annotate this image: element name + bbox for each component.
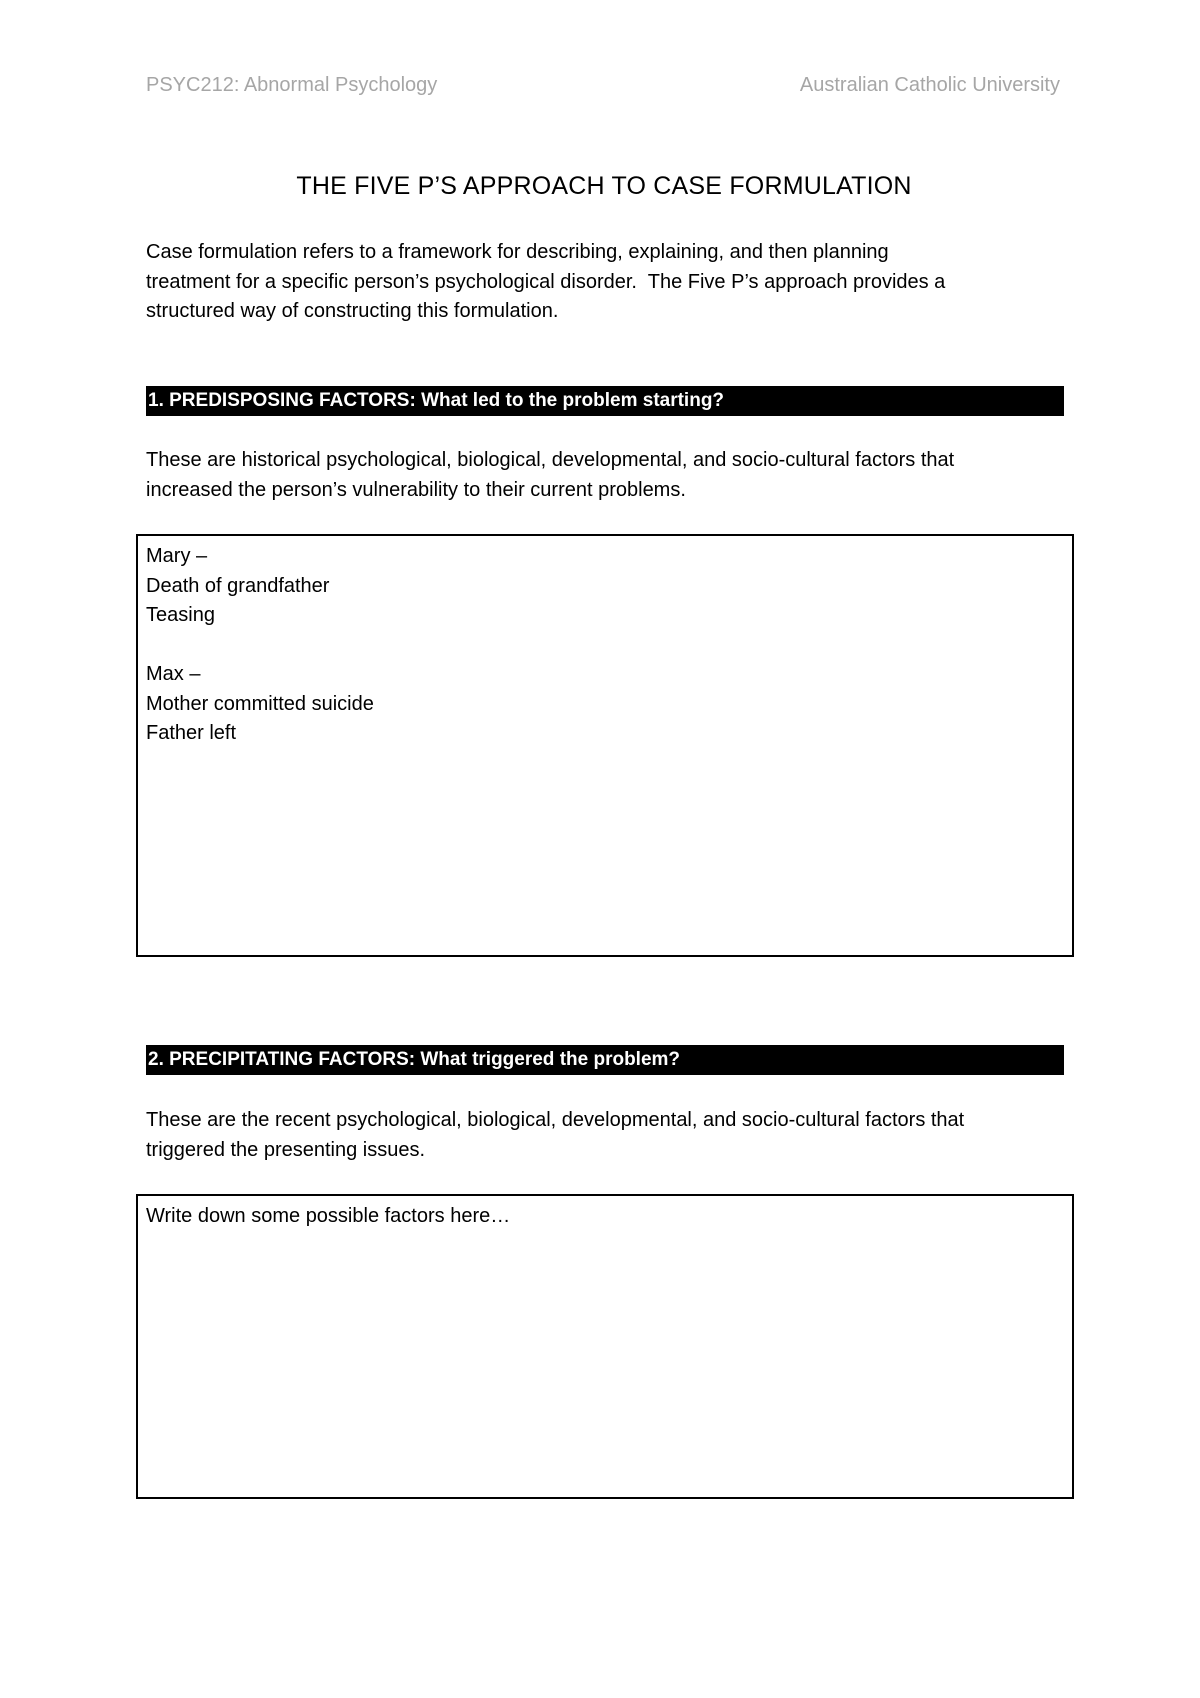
section-description-precipitating: [146, 1106, 1066, 1165]
description-line: increased the person’s vulnerability to their current problems.: [146, 478, 686, 501]
precipitating-answer-box[interactable]: [136, 1194, 1074, 1499]
section-heading-predisposing: 1. PREDISPOSING FACTORS: What led to the problem starting?: [146, 386, 1064, 416]
answer-line: Father left: [146, 722, 237, 744]
answer-line: Teasing: [146, 604, 215, 626]
answer-line: Mary –: [146, 545, 208, 567]
answer-line: Mother committed suicide: [146, 692, 374, 715]
answer-line: Max –: [146, 663, 201, 685]
intro-line: treatment for a specific person’s psychological disorder. The Five P’s approach provides a: [146, 270, 946, 293]
intro-paragraph: [146, 238, 1066, 327]
answer-line: [146, 631, 1064, 661]
answer-line: Death of grandfather: [146, 574, 330, 597]
section-description-predisposing: [146, 446, 1066, 505]
section-heading-precipitating: 2. PRECIPITATING FACTORS: What triggered the problem?: [146, 1045, 1064, 1075]
predisposing-answer-box[interactable]: [136, 534, 1074, 957]
intro-line: structured way of constructing this formulation.: [146, 300, 559, 322]
description-line: These are the recent psychological, biological, developmental, and socio-cultural factors that: [146, 1109, 965, 1131]
intro-line: Case formulation refers to a framework for describing, explaining, and then planning: [146, 241, 889, 263]
header-university: Australian Catholic University: [799, 74, 1060, 96]
header-course: PSYC212: Abnormal Psychology: [146, 74, 438, 96]
document-title: THE FIVE P’S APPROACH TO CASE FORMULATION: [296, 172, 912, 200]
description-line: These are historical psychological, biological, developmental, and socio-cultural factors that: [146, 449, 955, 471]
description-line: triggered the presenting issues.: [146, 1138, 426, 1161]
answer-line: Write down some possible factors here…: [146, 1205, 511, 1227]
